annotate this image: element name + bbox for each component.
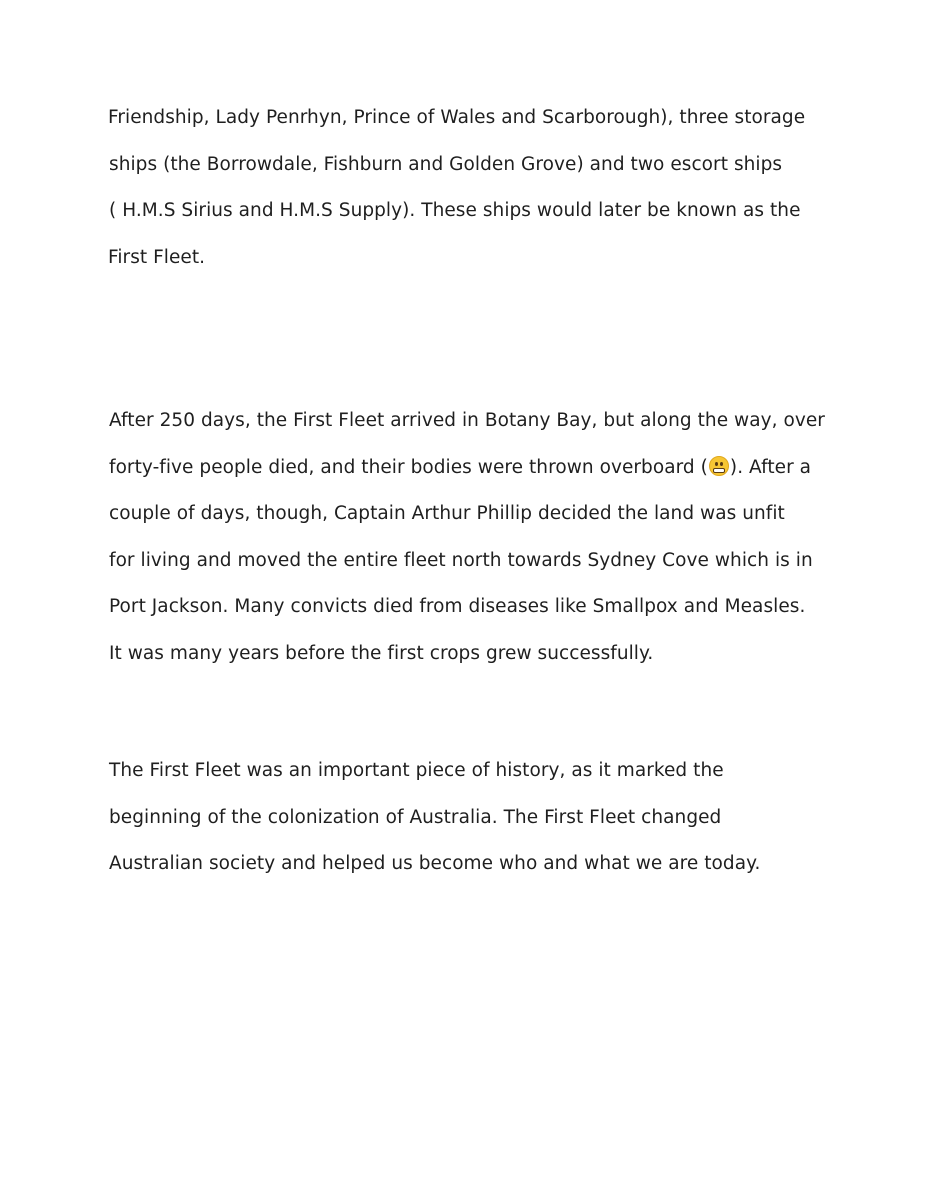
paragraph-conclusion [109, 748, 849, 888]
text-line: After 250 days, the First Fleet arrived in Botany Bay, but along the way, over [109, 410, 825, 431]
paragraph-first-fleet-ships [109, 95, 849, 281]
text-line: Friendship, Lady Penrhyn, Prince of Wales and Scarborough), three storage [108, 107, 806, 128]
text-line: Australian society and helped us become who and what we are today. [109, 853, 761, 875]
text-line: First Fleet. [108, 246, 206, 268]
emoji-teeth [713, 468, 725, 473]
emoji-eye [720, 462, 723, 466]
text-line: ships (the Borrowdale, Fishburn and Golden Grove) and two escort ships [109, 153, 783, 175]
text-line: The First Fleet was an important piece of history, as it marked the [109, 760, 724, 781]
grimacing-face-emoji-icon [709, 456, 729, 476]
text-line: for living and moved the entire fleet north towards Sydney Cove which is in [109, 549, 813, 571]
text-line: It was many years before the first crops grew successfully. [109, 642, 654, 664]
text-line: Port Jackson. Many convicts died from diseases like Smallpox and Measles. [109, 596, 806, 618]
text-segment: forty-five people died, and their bodies were thrown overboard ( [109, 456, 708, 478]
text-line-with-emoji [109, 445, 849, 492]
emoji-eye [715, 462, 718, 466]
paragraph-voyage-arrival [109, 398, 849, 678]
text-line: ( H.M.S Sirius and H.M.S Supply). These ships would later be known as the [109, 200, 801, 222]
text-line: beginning of the colonization of Australia. The First Fleet changed [109, 806, 722, 828]
text-segment: ). After a [729, 456, 812, 478]
text-line: couple of days, though, Captain Arthur Phillip decided the land was unfit [109, 503, 785, 525]
